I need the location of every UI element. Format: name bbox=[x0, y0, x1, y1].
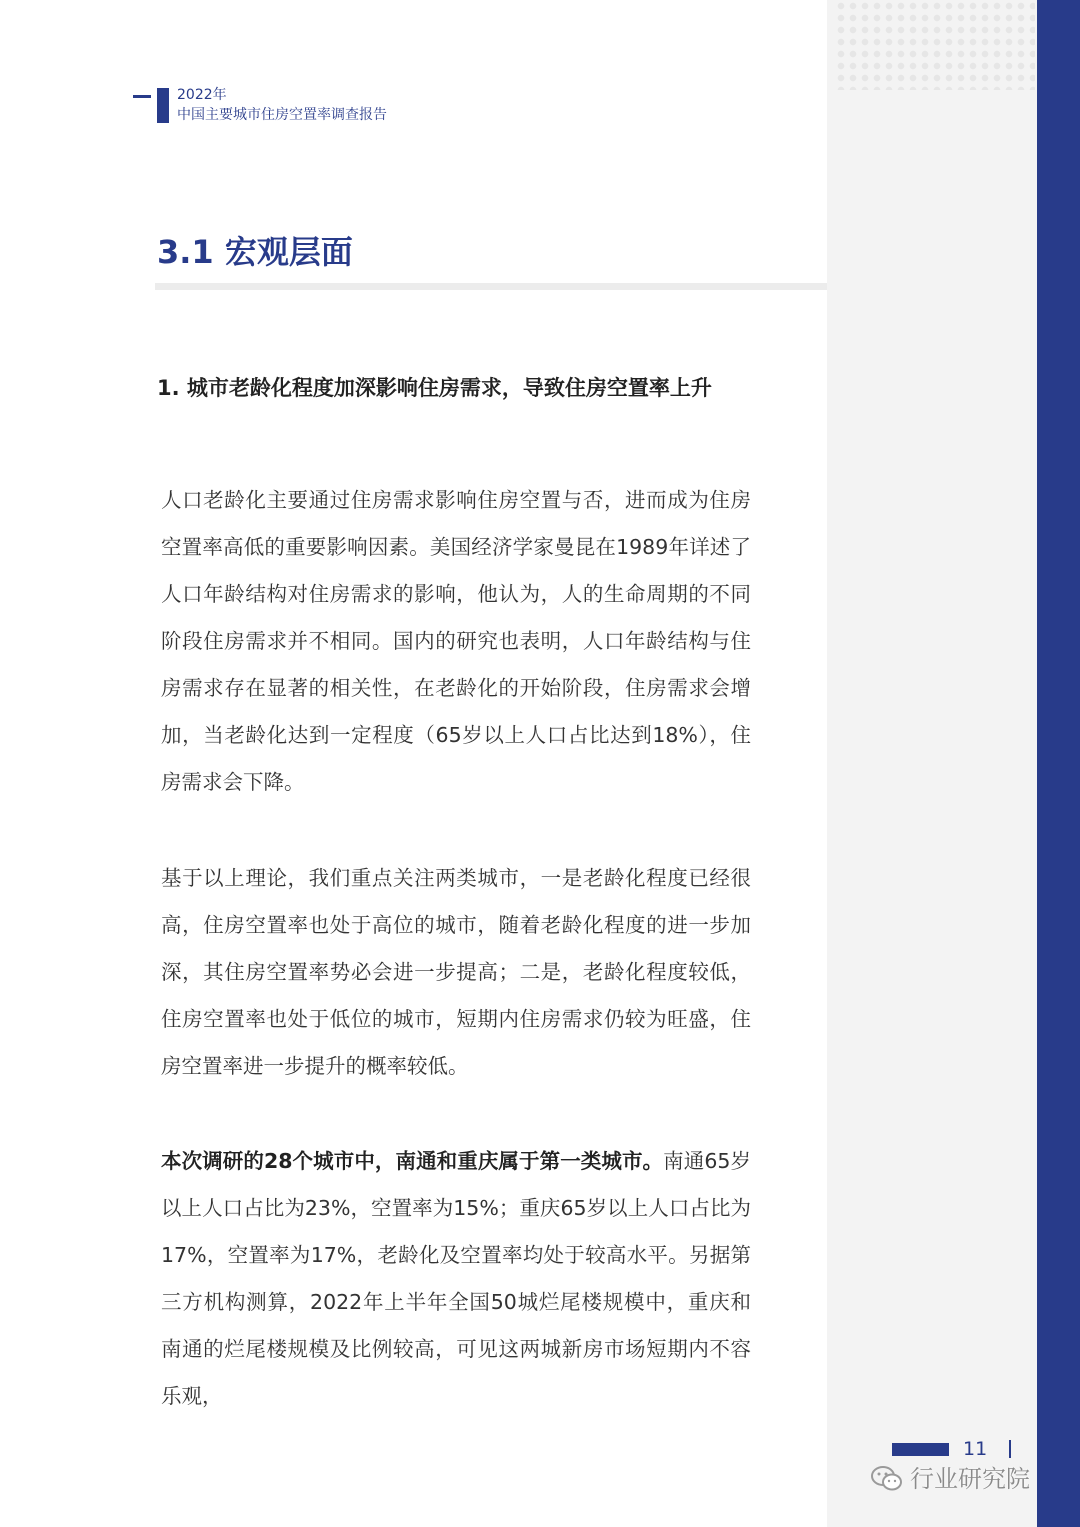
section-title: 3.1 宏观层面 bbox=[157, 233, 353, 271]
header-dash bbox=[133, 95, 151, 98]
page-number-tick bbox=[1009, 1440, 1011, 1458]
side-gray-panel bbox=[827, 0, 1037, 1527]
watermark-text: 行业研究院 bbox=[910, 1465, 1030, 1493]
header-year: 2022年 bbox=[177, 87, 227, 103]
paragraph-3 bbox=[161, 1138, 751, 1420]
section-divider bbox=[155, 283, 827, 290]
page-number: 11 bbox=[963, 1438, 988, 1460]
subheading: 1. 城市老龄化程度加深影响住房需求，导致住房空置率上升 bbox=[157, 376, 712, 400]
paragraph-3-text: 南通65岁以上人口占比为23%，空置率为15%；重庆65岁以上人口占比为17%，空置率为17%，老龄化及空置率均处于较高水平。另据第三方机构测算，2022年上半年全国50城烂尾楼规模中，重庆和南通的烂尾楼规模及比例较高，可见这两城新房市场短期内不容乐观， bbox=[161, 1149, 751, 1408]
paragraph-2: 基于以上理论，我们重点关注两类城市，一是老龄化程度已经很高，住房空置率也处于高位的城市，随着老龄化程度的进一步加深，其住房空置率势必会进一步提高；二是，老龄化程度较低，住房空置率也处于低位的城市，短期内住房需求仍较为旺盛，住房空置率进一步提升的概率较低。 bbox=[161, 866, 751, 1078]
watermark bbox=[870, 1461, 1030, 1497]
paragraph-3-bold: 本次调研的28个城市中，南通和重庆属于第一类城市。 bbox=[161, 1149, 664, 1173]
header-bar bbox=[157, 88, 169, 123]
header-report-title: 中国主要城市住房空置率调查报告 bbox=[177, 107, 387, 123]
side-blue-stripe bbox=[1037, 0, 1080, 1527]
dot-pattern bbox=[835, 0, 1035, 90]
wechat-icon bbox=[870, 1465, 904, 1493]
paragraph-1: 人口老龄化主要通过住房需求影响住房空置与否，进而成为住房空置率高低的重要影响因素。美国经济学家曼昆在1989年详述了人口年龄结构对住房需求的影响，他认为，人的生命周期的不同阶段住房需求并不相同。国内的研究也表明，人口年龄结构与住房需求存在显著的相关性，在老龄化的开始阶段，住房需求会增加，当老龄化达到一定程度（65岁以上人口占比达到18%），住房需求会下降。 bbox=[161, 488, 751, 794]
page-number-bar bbox=[892, 1443, 949, 1456]
